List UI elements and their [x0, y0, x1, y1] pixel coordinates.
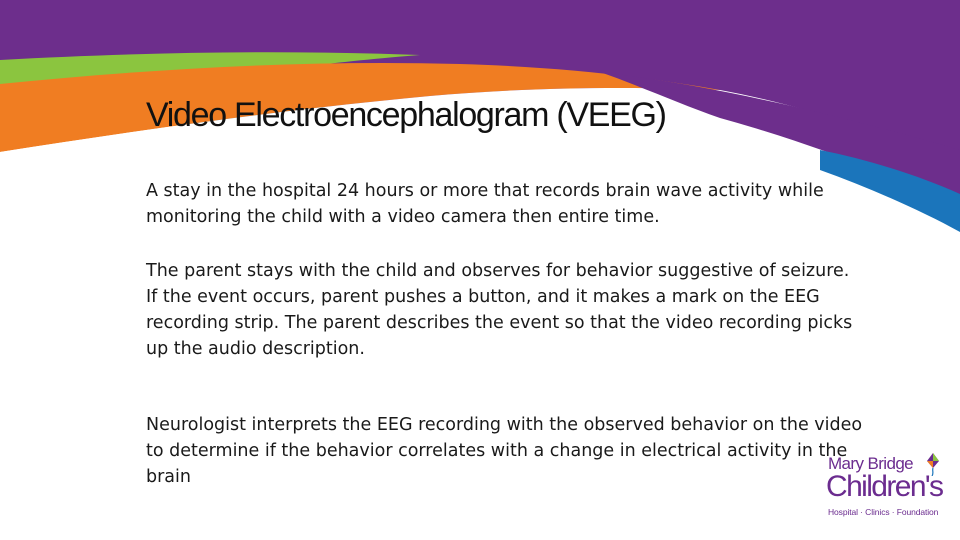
slide-title: Video Electroencephalogram (VEEG) [146, 96, 666, 134]
logo-text-tagline: Hospital · Clinics · Foundation [828, 507, 939, 517]
paragraph-1: A stay in the hospital 24 hours or more that records brain wave activity while monitoring the child with a video camera then entire time. [146, 181, 824, 227]
paragraph-4: Neurologist interprets the EEG recording with the observed behavior on the video to determine if the behavior correlates with a change in electrical activity in the brain [146, 415, 863, 487]
paragraph-2: The parent stays with the child and observes for behavior suggestive of seizure. [146, 261, 850, 281]
logo-text-childrens: Children's [826, 470, 943, 503]
paragraph-group-2 [146, 258, 866, 362]
mary-bridge-logo [826, 452, 944, 520]
paragraph-3: If the event occurs, parent pushes a button, and it makes a mark on the EEG recording strip. The parent describes the event so that the video recording picks up the audio description. [146, 287, 853, 359]
logo-text-mary-bridge: Mary Bridge [828, 454, 914, 473]
